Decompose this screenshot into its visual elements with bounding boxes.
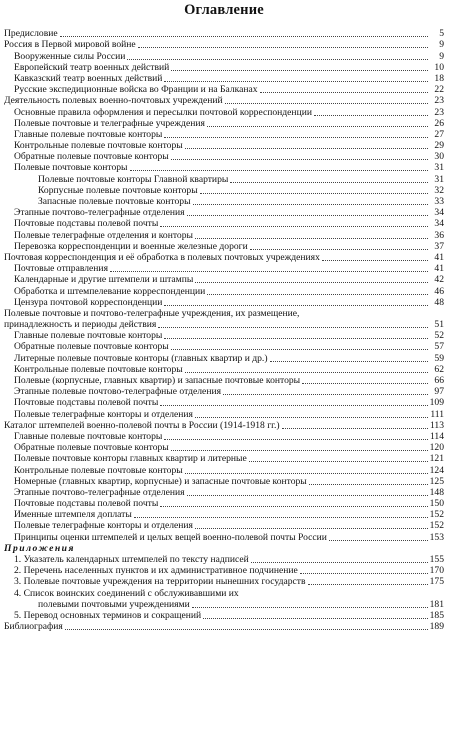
toc-entry[interactable] xyxy=(4,352,444,363)
toc-entry-title: Полевые (корпусные, главных квартир) и запасные почтовые конторы xyxy=(14,375,301,386)
dot-leader xyxy=(230,182,428,183)
toc-entry-title: Россия в Первой мировой войне xyxy=(4,39,136,51)
dot-leader xyxy=(160,226,428,227)
toc-page-number: 9 xyxy=(439,50,444,62)
toc-page-number: 152 xyxy=(429,509,444,521)
toc-page-number: 148 xyxy=(429,486,444,498)
toc-entry[interactable] xyxy=(4,151,444,162)
dot-leader xyxy=(207,294,428,295)
toc-page-number: 189 xyxy=(429,621,444,633)
toc-entry-title: Вооруженные силы России xyxy=(14,50,126,62)
toc-page-number: 152 xyxy=(429,520,444,532)
toc-entry-title: Литерные полевые почтовые конторы (главных квартир и др.) xyxy=(14,352,268,364)
toc-entry-title: Цензура почтовой корреспонденции xyxy=(14,296,163,308)
toc-entry[interactable] xyxy=(4,487,444,498)
toc-entry-title: Полевые почтовые конторы xyxy=(14,162,128,174)
toc-entry[interactable] xyxy=(4,106,444,117)
dot-leader xyxy=(249,461,428,462)
dot-leader xyxy=(225,103,428,104)
toc-section-heading[interactable] xyxy=(4,543,444,554)
dot-leader xyxy=(195,282,428,283)
dot-leader xyxy=(160,405,427,406)
toc-entry[interactable] xyxy=(4,207,444,218)
toc-entry-title: Контрольные полевые почтовые конторы xyxy=(14,363,183,375)
page-title: Оглавление xyxy=(184,2,264,18)
toc-entry-title: Этапные почтово-телеграфные отделения xyxy=(14,207,185,219)
toc-page-number: 41 xyxy=(434,251,444,263)
toc-entry-title: 5. Перевод основных терминов и сокращений xyxy=(14,609,202,621)
toc-page-number: 29 xyxy=(434,140,444,152)
toc-entry[interactable] xyxy=(4,531,444,542)
dot-leader xyxy=(65,629,428,630)
toc-entry-title: 3. Полевые почтовые учреждения на территории нынешних государств xyxy=(14,576,306,588)
dot-leader xyxy=(171,450,428,451)
dot-leader xyxy=(329,540,428,541)
toc-entry-title: Почтовые подставы полевой почты xyxy=(14,218,159,230)
toc-page-number: 109 xyxy=(429,397,444,409)
toc-entry-title: Главные полевые почтовые конторы xyxy=(14,330,163,342)
toc-entry[interactable] xyxy=(4,375,444,386)
dot-leader xyxy=(110,271,428,272)
toc-page-number: 175 xyxy=(429,576,444,588)
toc-entry[interactable] xyxy=(4,229,444,240)
toc-entry-title: принадлежность и периоды действия xyxy=(4,319,157,331)
toc-entry[interactable] xyxy=(4,118,444,129)
toc-entry[interactable] xyxy=(4,621,444,632)
toc-page-number: 23 xyxy=(434,106,444,118)
toc-entry-title: Главные полевые почтовые конторы xyxy=(14,128,163,140)
dot-leader xyxy=(270,361,428,362)
toc-entry[interactable] xyxy=(4,599,444,610)
toc-page-number: 26 xyxy=(434,117,444,129)
toc-entry-title: Почтовая корреспонденция и её обработка в полевых почтовых учреждениях xyxy=(4,251,320,263)
dot-leader xyxy=(195,417,428,418)
toc-entry-title: Почтовые подставы полевой почты xyxy=(14,498,159,510)
toc-page-number: 120 xyxy=(429,442,444,454)
toc-entry[interactable] xyxy=(4,386,444,397)
dot-leader xyxy=(195,528,428,529)
dot-leader xyxy=(314,115,428,116)
dot-leader xyxy=(164,137,428,138)
toc-entry-title: Библиография xyxy=(4,621,63,633)
toc-entry-title: Почтовые отправления xyxy=(14,263,108,275)
toc-entry-title: Полевые телеграфные конторы и отделения xyxy=(14,408,193,420)
toc-page-number: 125 xyxy=(429,475,444,487)
toc-entry-title: Европейский театр военных действий xyxy=(14,61,170,73)
dot-leader xyxy=(160,506,427,507)
toc-entry-title: Именные штемпеля доплаты xyxy=(14,509,132,521)
dot-leader xyxy=(60,36,428,37)
toc-entry[interactable] xyxy=(4,196,444,207)
toc-page-number: 153 xyxy=(429,531,444,543)
toc-entry-title: Обратные полевые почтовые конторы xyxy=(14,151,169,163)
dot-leader xyxy=(164,81,428,82)
toc-entry[interactable] xyxy=(4,330,444,341)
dot-leader xyxy=(158,327,428,328)
toc-entry-title: Деятельность полевых военно-почтовых учреждений xyxy=(4,95,223,107)
toc-page-number: 46 xyxy=(434,285,444,297)
toc-entry-title: Контрольные полевые почтовые конторы xyxy=(14,464,183,476)
toc-entry[interactable] xyxy=(4,476,444,487)
toc-page-number: 52 xyxy=(434,330,444,342)
toc-entry-title: Приложения xyxy=(4,542,75,554)
toc-entry[interactable] xyxy=(4,185,444,196)
toc-entry-title: Каталог штемпелей военно-полевой почты в России (1914-1918 гг.) xyxy=(4,419,280,431)
toc-entry-title: Календарные и другие штемпели и штампы xyxy=(14,274,194,286)
toc-entry[interactable] xyxy=(4,576,444,587)
toc-page-number: 27 xyxy=(434,128,444,140)
toc-page-number: 34 xyxy=(434,207,444,219)
toc-entry-title: 1. Указатель календарных штемпелей по тексту надписей xyxy=(14,554,249,565)
toc-entry-title: Предисловие xyxy=(4,28,58,40)
toc-entry-title: Перевозка корреспонденции и военные железные дороги xyxy=(14,240,248,252)
toc-entry[interactable] xyxy=(4,274,444,285)
toc-entry[interactable] xyxy=(4,218,444,229)
toc-entry[interactable] xyxy=(4,50,444,61)
dot-leader xyxy=(195,238,428,239)
toc-page-number: 36 xyxy=(434,229,444,241)
dot-leader xyxy=(322,260,428,261)
toc-entry[interactable] xyxy=(4,62,444,73)
toc-entry-title: Полевые почтовые и почтово-телеграфные учреждения, их размещение, xyxy=(4,307,300,319)
dot-leader xyxy=(192,607,428,608)
toc-entry-title: Полевые почтовые конторы Главной квартиры xyxy=(38,173,229,185)
toc-entry[interactable] xyxy=(4,28,444,39)
dot-leader xyxy=(164,305,428,306)
toc-entry[interactable] xyxy=(4,297,444,308)
dot-leader xyxy=(260,92,428,93)
toc-entry[interactable] xyxy=(4,319,444,330)
toc-entry[interactable] xyxy=(4,129,444,140)
toc-page-number: 62 xyxy=(434,363,444,375)
toc-page-number: 170 xyxy=(429,565,444,577)
dot-leader xyxy=(300,573,428,574)
toc-page-number: 18 xyxy=(434,72,444,84)
toc-page-number: 34 xyxy=(434,218,444,230)
toc-page-number: 57 xyxy=(434,341,444,353)
toc-entry[interactable] xyxy=(4,252,444,263)
toc-entry[interactable] xyxy=(4,610,444,621)
dot-leader xyxy=(138,47,428,48)
dot-leader xyxy=(308,584,428,585)
toc-entry-title: Корпусные полевые почтовые конторы xyxy=(38,184,198,196)
dot-leader xyxy=(193,204,428,205)
toc-entry-title: Полевые телеграфные отделения и конторы xyxy=(14,229,193,241)
toc-entry[interactable] xyxy=(4,95,444,106)
dot-leader xyxy=(164,439,428,440)
dot-leader xyxy=(164,338,428,339)
toc-page-number: 32 xyxy=(434,184,444,196)
toc-entry[interactable] xyxy=(4,420,444,431)
dot-leader xyxy=(250,249,428,250)
toc-entry[interactable] xyxy=(4,408,444,419)
toc-entry[interactable] xyxy=(4,263,444,274)
toc-page-number: 150 xyxy=(429,498,444,510)
toc-page-number: 51 xyxy=(434,319,444,331)
toc-entry[interactable] xyxy=(4,162,444,173)
toc-entry[interactable] xyxy=(4,498,444,509)
toc-page-number: 42 xyxy=(434,274,444,286)
toc-entry-title: Полевые почтовые конторы главных квартир и литерные xyxy=(14,453,247,465)
toc-entry-title: Принципы оценки штемпелей и целых вещей военно-полевой почты России xyxy=(14,531,327,543)
dot-leader xyxy=(223,394,428,395)
dot-leader xyxy=(127,59,428,60)
toc-page-number: 31 xyxy=(434,173,444,185)
dot-leader xyxy=(200,193,428,194)
toc-entry[interactable] xyxy=(4,140,444,151)
dot-leader xyxy=(171,349,428,350)
toc-entry[interactable] xyxy=(4,442,444,453)
toc-page-number: 59 xyxy=(434,352,444,364)
dot-leader xyxy=(185,473,428,474)
toc-page-number: 33 xyxy=(434,196,444,207)
toc-page-number: 114 xyxy=(429,430,444,442)
dot-leader xyxy=(309,484,428,485)
toc-page-number: 5 xyxy=(439,28,444,40)
toc-entry-title: Русские экспедиционные войска во Франции и на Балканах xyxy=(14,84,258,96)
toc-page-number: 31 xyxy=(434,162,444,174)
dot-leader xyxy=(187,215,428,216)
toc-page-number: 9 xyxy=(439,39,444,51)
toc-page-number: 181 xyxy=(429,598,444,610)
dot-leader xyxy=(251,562,428,563)
toc-entry-title: Кавказский театр военных действий xyxy=(14,72,163,84)
toc-entry[interactable] xyxy=(4,341,444,352)
toc-entry[interactable] xyxy=(4,364,444,375)
toc-page-number: 124 xyxy=(429,464,444,476)
toc-page-number: 23 xyxy=(434,95,444,107)
toc-entry-title: Обратные полевые почтовые конторы xyxy=(14,341,169,353)
toc-entry-title: Запасные полевые почтовые конторы xyxy=(38,196,191,207)
dot-leader xyxy=(282,428,428,429)
toc-entry-title: Главные полевые почтовые конторы xyxy=(14,430,163,442)
dot-leader xyxy=(187,495,428,496)
dot-leader xyxy=(185,372,428,373)
toc-entry-title: Этапные почтово-телеграфные отделения xyxy=(14,486,185,498)
toc-page-number: 97 xyxy=(434,386,444,398)
dot-leader xyxy=(130,170,429,171)
toc-page-number: 66 xyxy=(434,375,444,386)
toc-page-number: 10 xyxy=(434,61,444,73)
toc-entry[interactable] xyxy=(4,308,444,319)
toc-page-number: 113 xyxy=(429,419,444,431)
toc-entry-title: полевыми почтовыми учреждениями xyxy=(38,598,190,610)
toc-page-number: 185 xyxy=(429,609,444,621)
toc-entry[interactable] xyxy=(4,397,444,408)
toc-entry-title: Контрольные полевые почтовые конторы xyxy=(14,140,183,152)
dot-leader xyxy=(171,159,428,160)
toc-entry-title: Этапные полевые почтово-телеграфные отделения xyxy=(14,386,221,398)
dot-leader xyxy=(203,618,427,619)
toc-entry[interactable] xyxy=(4,565,444,576)
toc-page-number: 155 xyxy=(429,554,444,565)
toc-entry[interactable] xyxy=(4,73,444,84)
toc-entry[interactable] xyxy=(4,173,444,184)
dot-leader xyxy=(207,126,428,127)
table-of-contents xyxy=(4,28,444,632)
toc-page-number: 111 xyxy=(430,408,444,420)
toc-entry[interactable] xyxy=(4,587,444,598)
toc-entry-title: Полевые телеграфные конторы и отделения xyxy=(14,520,193,532)
toc-page-number: 22 xyxy=(434,84,444,96)
toc-page-number: 30 xyxy=(434,151,444,163)
toc-entry[interactable] xyxy=(4,520,444,531)
toc-page-number: 41 xyxy=(434,263,444,275)
toc-entry[interactable] xyxy=(4,431,444,442)
toc-entry-title: Обработка и штемпелевание корреспонденции xyxy=(14,285,206,297)
toc-page-number: 37 xyxy=(434,240,444,252)
toc-entry[interactable] xyxy=(4,464,444,475)
toc-entry[interactable] xyxy=(4,39,444,50)
toc-page-number: 121 xyxy=(429,453,444,465)
toc-entry[interactable] xyxy=(4,453,444,464)
toc-entry[interactable] xyxy=(4,241,444,252)
toc-entry-title: Обратные полевые почтовые конторы xyxy=(14,442,169,454)
dot-leader xyxy=(302,383,428,384)
toc-page-number: 48 xyxy=(434,296,444,308)
dot-leader xyxy=(171,70,428,71)
toc-entry-title: Полевые почтовые и телеграфные учреждения xyxy=(14,117,205,129)
toc-entry[interactable] xyxy=(4,84,444,95)
toc-entry-title: Номерные (главных квартир, корпусные) и запасные почтовые конторы xyxy=(14,475,307,487)
dot-leader xyxy=(185,148,428,149)
toc-entry[interactable] xyxy=(4,509,444,520)
toc-entry-title: Почтовые подставы полевой почты xyxy=(14,397,159,409)
toc-entry[interactable] xyxy=(4,554,444,565)
toc-entry-title: 2. Перечень населенных пунктов и их административное подчинение xyxy=(14,565,298,577)
toc-entry[interactable] xyxy=(4,285,444,296)
toc-entry-title: 4. Список воинских соединений с обслуживавшими их xyxy=(14,587,239,599)
dot-leader xyxy=(134,517,428,518)
toc-entry-title: Основные правила оформления и пересылки почтовой корреспонденции xyxy=(14,106,312,118)
